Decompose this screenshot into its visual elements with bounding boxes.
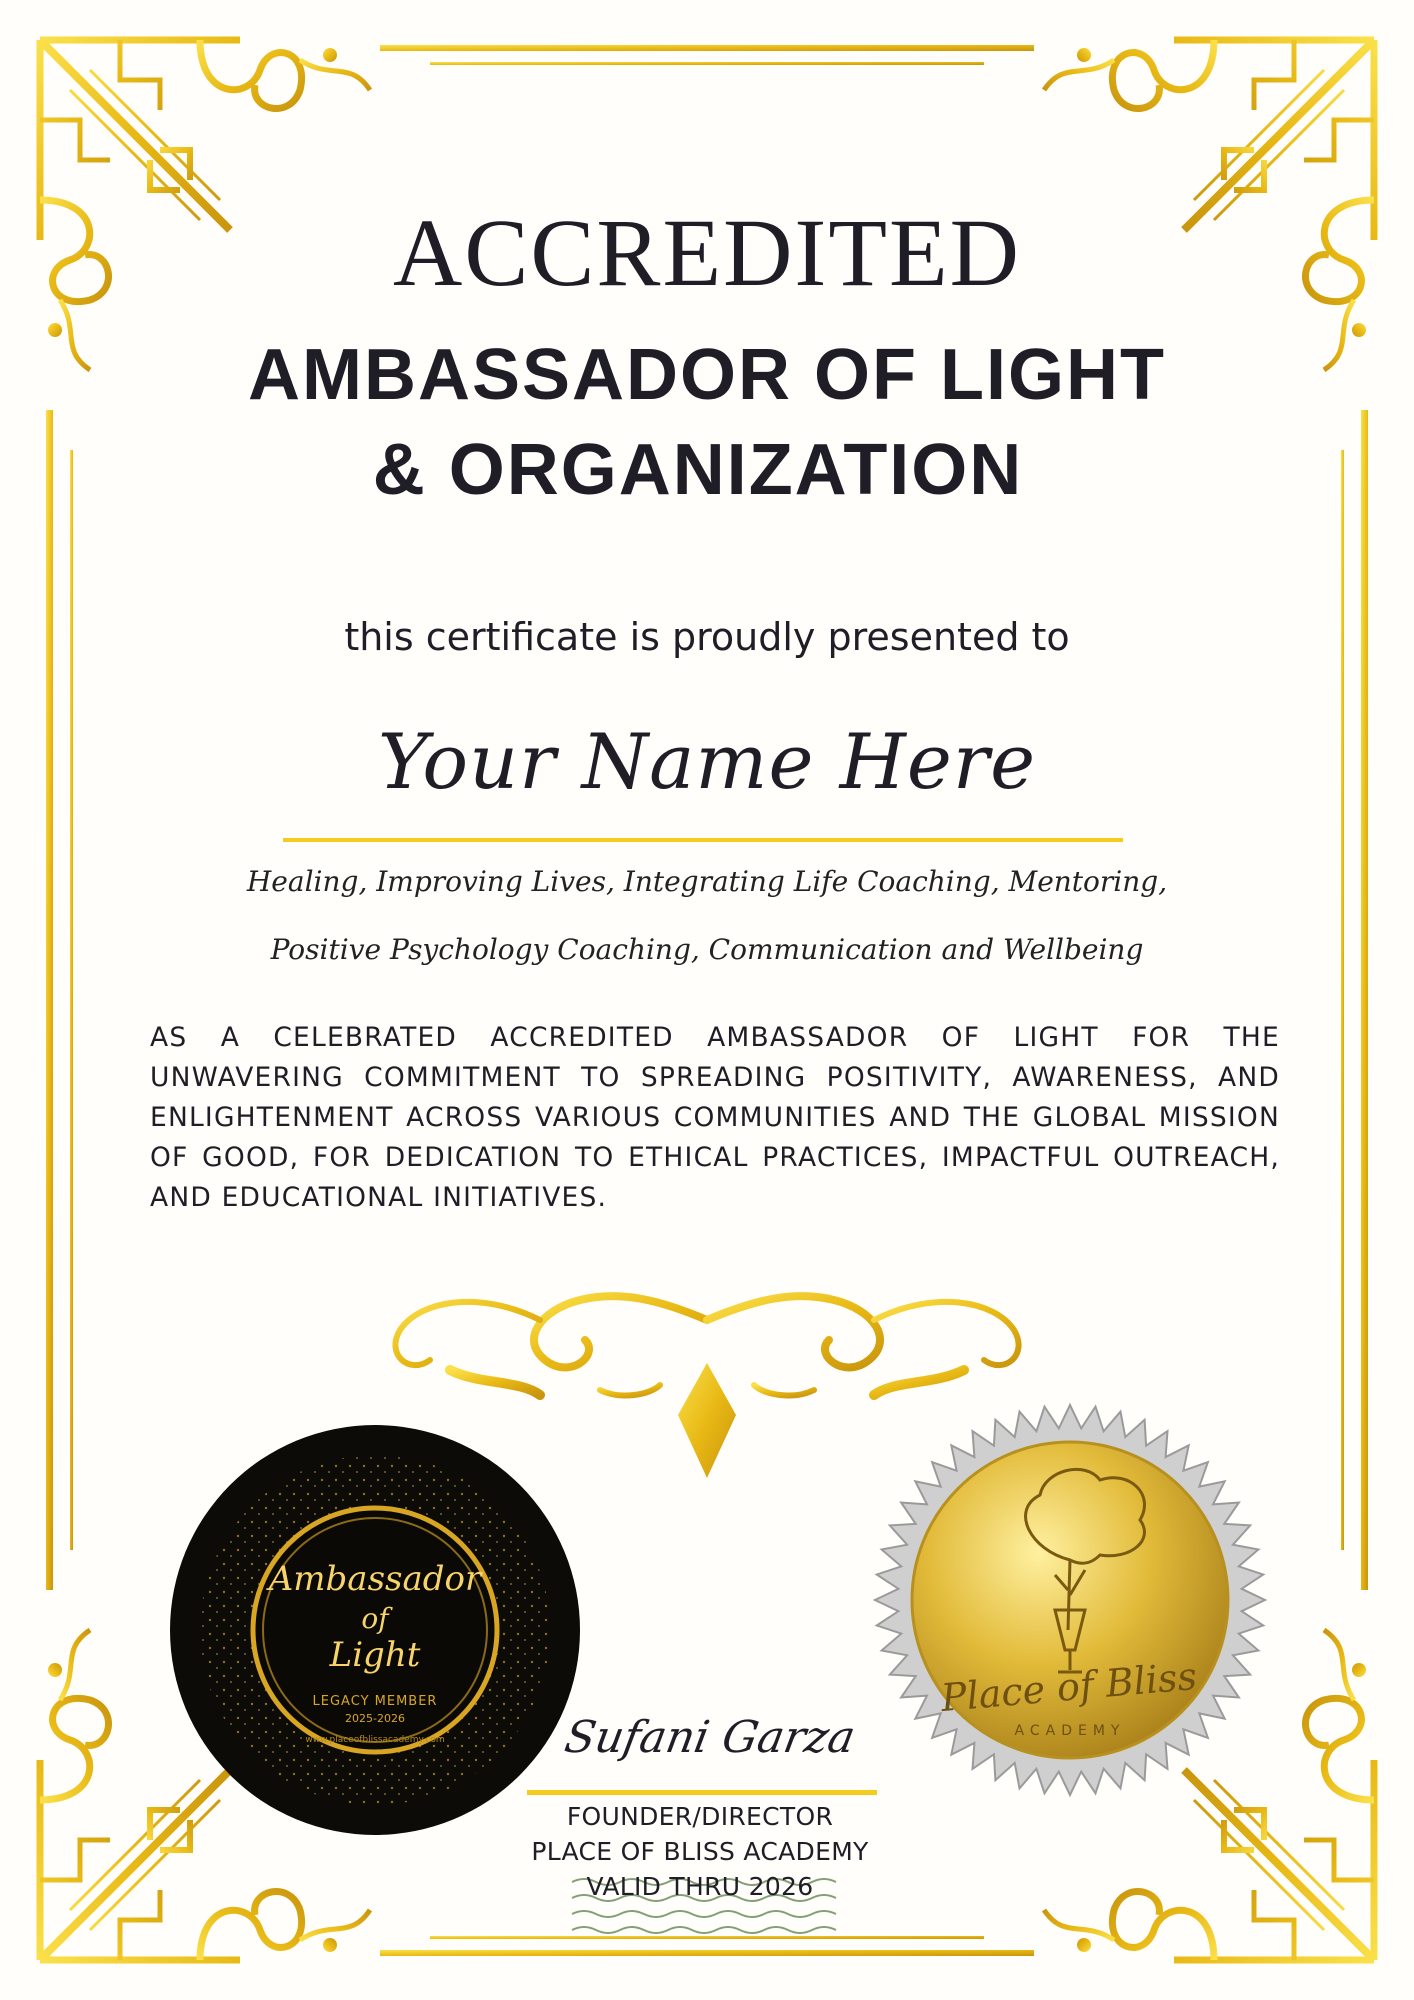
diamond-icon: [678, 1363, 736, 1478]
badge-line3: Light: [329, 1635, 421, 1675]
gold-seal: [870, 1400, 1270, 1800]
certificate-subtitle-line2: & ORGANIZATION: [372, 430, 1024, 510]
corner-ornament-icon: [15, 15, 370, 370]
seal-name: Place of Bliss: [939, 1653, 1199, 1721]
tagline-line1: Healing, Improving Lives, Integrating Life Coaching, Mentoring,: [246, 865, 1168, 898]
signature: Sufani Garza: [560, 1712, 860, 1763]
certificate-body: AS A CELEBRATED ACCREDITED AMBASSADOR OF LIGHT FOR THE UNWAVERING COMMITMENT TO SPREADING POSITIVITY, AWARENESS, AND ENLIGHTENMENT ACROSS VARIOUS COMMUNITIES AND THE GLOBAL MISSION OF GOOD, FOR DEDICATION TO ETHICAL PRACTICES, IMPACTFUL OUTREACH, AND EDUCATIONAL INITIATIVES.: [150, 1022, 1280, 1213]
tagline-line2: Positive Psychology Coaching, Communication and Wellbeing: [270, 933, 1144, 966]
signature-line: [527, 1790, 877, 1795]
badge-url: www.placeofblissacademy.com: [305, 1735, 445, 1745]
signature-validity: VALID THRU 2026: [586, 1872, 814, 1901]
badge-line1: Ambassador: [268, 1559, 482, 1599]
recipient-name: Your Name Here: [377, 717, 1037, 806]
seal-sub: ACADEMY: [1014, 1723, 1126, 1739]
badge-years: 2025-2026: [345, 1712, 405, 1725]
certificate-subtitle-line1: AMBASSADOR OF LIGHT: [248, 335, 1166, 415]
signature-organization: PLACE OF BLISS ACADEMY: [531, 1837, 869, 1866]
signature-title: FOUNDER/DIRECTOR: [566, 1802, 834, 1831]
corner-ornament-icon: [1044, 15, 1399, 370]
certificate-title: ACCREDITED: [393, 199, 1021, 306]
ambassador-badge: [165, 1420, 585, 1840]
badge-membership: LEGACY MEMBER: [312, 1694, 438, 1709]
presented-text: this certificate is proudly presented to: [344, 615, 1070, 659]
badge-line2: of: [361, 1602, 389, 1635]
